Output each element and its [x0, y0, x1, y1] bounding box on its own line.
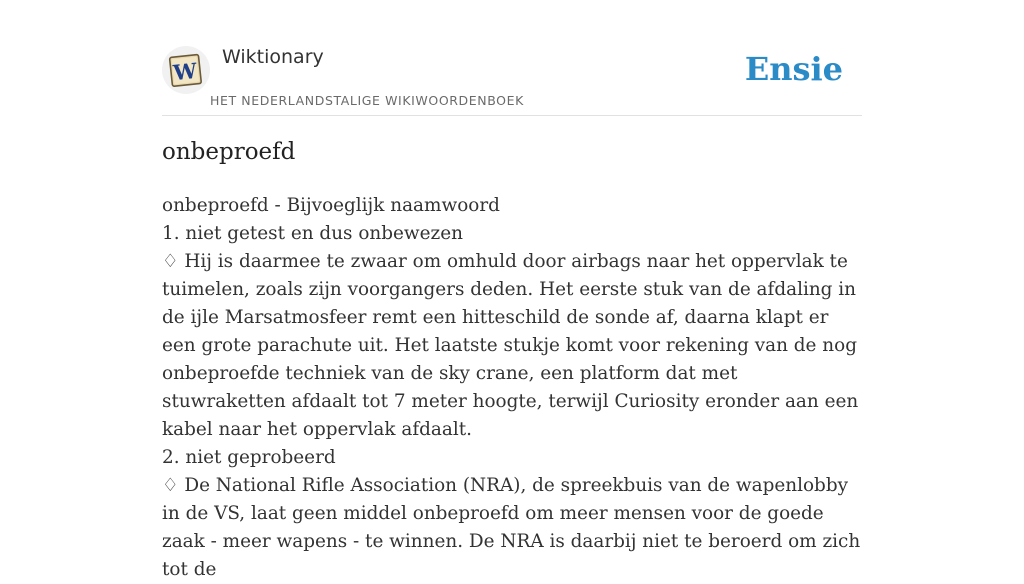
- example-2: ♢ De National Rifle Association (NRA), de spreekbuis van de wapenlobby in de VS, laat geen middel onbeproefd om meer mensen voor de goede zaak - meer wapens - te winnen. De NRA is daarbij niet te beroerd om zich tot de: [162, 475, 861, 580]
- logo-letter: W: [172, 57, 199, 86]
- example-1: ♢ Hij is daarmee te zwaar om omhuld door airbags naar het oppervlak te tuimelen, zoals zijn voorgangers deden. Het eerste stuk van de afdaling in de ijle Marsatmosfeer remt een hitteschild de sonde af, daarna klapt er een grote parachute uit. Het laatste stukje komt voor rekening van de nog onbeproefde techniek van de sky crane, een platform dat met stuwraketten afdaalt tot 7 meter hoogte, terwijl Curiosity eronder aan een kabel naar het oppervlak afdaalt.: [162, 251, 859, 440]
- site-tagline: HET NEDERLANDSTALIGE WIKIWOORDENBOEK: [210, 93, 524, 108]
- definition-2: 2. niet geprobeerd: [162, 447, 336, 468]
- page-title: onbeproefd: [162, 139, 296, 165]
- definition-1: 1. niet getest en dus onbewezen: [162, 223, 463, 244]
- wiktionary-logo-icon[interactable]: [162, 46, 210, 94]
- logo-tile-graphic: [168, 54, 204, 88]
- entry-heading: onbeproefd - Bijvoeglijk naamwoord: [162, 195, 500, 216]
- header-divider: [162, 115, 862, 116]
- ensie-logo[interactable]: Ensie: [744, 50, 843, 88]
- entry-content: [162, 192, 862, 584]
- site-name[interactable]: Wiktionary: [222, 46, 324, 68]
